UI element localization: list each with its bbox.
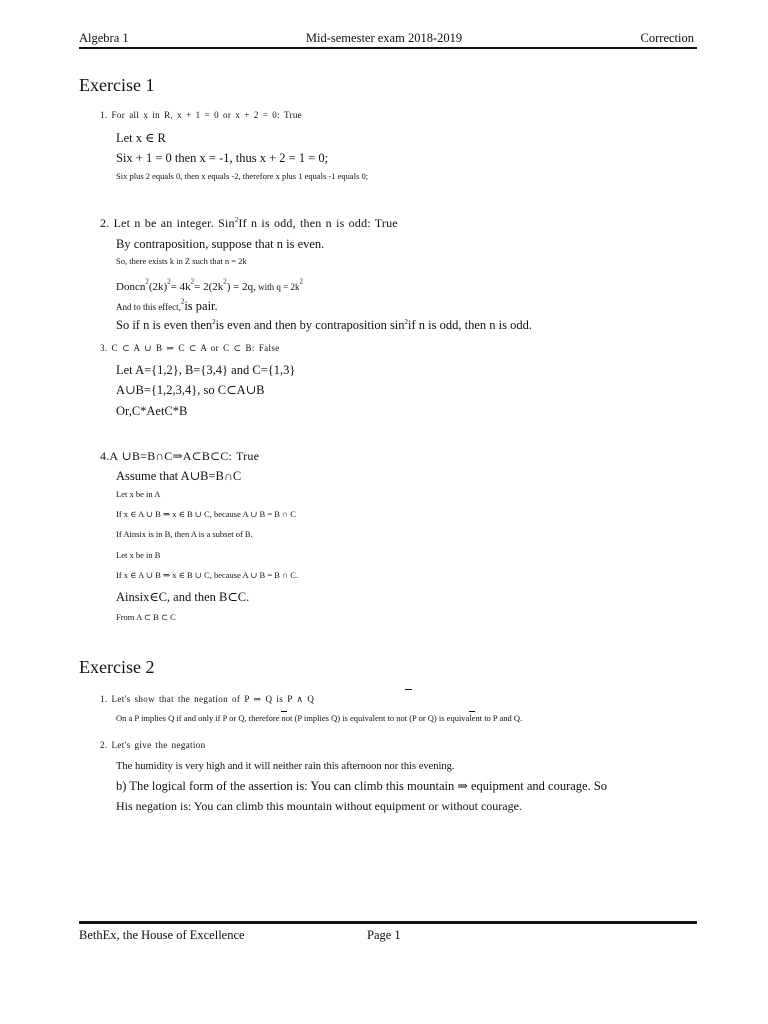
ex1-q1-statement: 1. For all x in R, x + 1 = 0 or x + 2 = 0: True [100, 110, 303, 120]
ex1-q2-statement: 2. Let n be an integer. Sin$^2$If n is odd, then n is odd: True [100, 216, 398, 230]
ex2-q2-statement: 2. Let's give the negation [100, 740, 206, 750]
ex1-q4-line-3: If x ∈ A ∪ B ⇒ x ∈ B ∪ C, because A ∪ B = B ∩ C [116, 509, 296, 519]
ex2-q2-line-3: His negation is: You can climb this mountain without equipment or without courage. [116, 799, 522, 813]
header-course-title: Algebra 1 [79, 31, 129, 45]
ex1-q3-line-3: Or,C*AetC*B [116, 404, 188, 418]
ex1-q2-line-5: So if n is even then$^2$is even and then by contraposition $\sin^2if$ n is odd, then n is odd. [116, 317, 532, 332]
exercise-1-title: Exercise 1 [79, 75, 155, 95]
ex2-q1-statement: 1. Let's show that the negation of P ⇒ Q is P ∧ Q [100, 694, 315, 704]
ex1-q4-line-7: Ainsix∈C, and then B⊂C. [116, 590, 250, 604]
footer-page-number: Page 1 [367, 928, 401, 942]
ex1-q4-line-1: Assume that A∪B=B∩C [116, 469, 242, 483]
ex1-q4-line-4: If Ainsix is in B, then A is a subset of B. [116, 529, 253, 539]
header-rule [79, 47, 697, 49]
exercise-2-title: Exercise 2 [79, 657, 155, 677]
ex1-q2-line-1: By contraposition, suppose that n is even. [116, 237, 325, 251]
ex1-q3-line-1: Let A={1,2}, B={3,4} and C={1,3} [116, 363, 296, 377]
header-exam-title: Mid-semester exam 2018-2019 [305, 31, 463, 45]
ex1-q2-line-4: And to this effect,$^2$is pair. [116, 297, 218, 313]
ex1-q4-statement: 4.A ∪B=B∩C⇒A⊂B⊂C: True [100, 449, 260, 463]
negation-overbar [469, 711, 475, 712]
ex1-q4-line-6: If x ∈ A ∪ B ⇒ x ∈ B ∪ C, because A ∪ B = B ∩ C. [116, 570, 299, 580]
ex1-q1-line-2: Six + 1 = 0 then x = -1, thus x + 2 = 1 = 0; [116, 151, 329, 165]
ex1-q2-line-3: $Doncn^2(2k)^2= 4k^2= 2(2k^2) = 2q$, with $q = 2k^2$ [116, 277, 303, 293]
ex1-q4-line-2: Let x be in A [116, 489, 161, 499]
ex1-q1-line-3: Six plus 2 equals 0, then x equals -2, therefore x plus 1 equals -1 equals 0; [116, 171, 369, 181]
ex2-q2-line-1: The humidity is very high and it will neither rain this afternoon nor this evening. [116, 761, 455, 772]
footer-rule [79, 921, 697, 924]
ex1-q1-line-1: Let x ∈ R [116, 131, 166, 145]
ex1-q4-line-8: From A ⊂ B ⊂ C [116, 612, 176, 622]
ex2-q1-line-1: On a P implies Q if and only if P or Q, therefore not (P implies Q) is equivalent to not (P or Q) is equivalent to P and Q. [116, 713, 523, 723]
ex2-q2-line-2: b) The logical form of the assertion is: You can climb this mountain ⇒ equipment and courage. So [116, 779, 608, 793]
header-document-type: Correction [640, 31, 694, 45]
ex1-q3-statement: 3. C ⊂ A ∪ B ⇒ C ⊂ A or C ⊂ B: False [100, 343, 280, 353]
negation-overbar [281, 711, 287, 712]
negation-overbar [405, 689, 412, 690]
ex1-q4-line-5: Let x be in B [116, 550, 161, 560]
footer-publisher: BethEx, the House of Excellence [79, 928, 245, 942]
ex1-q2-line-2: So, there exists k in Z such that n = 2k [116, 256, 247, 266]
ex1-q3-line-2: A∪B={1,2,3,4}, so C⊂A∪B [116, 383, 265, 397]
